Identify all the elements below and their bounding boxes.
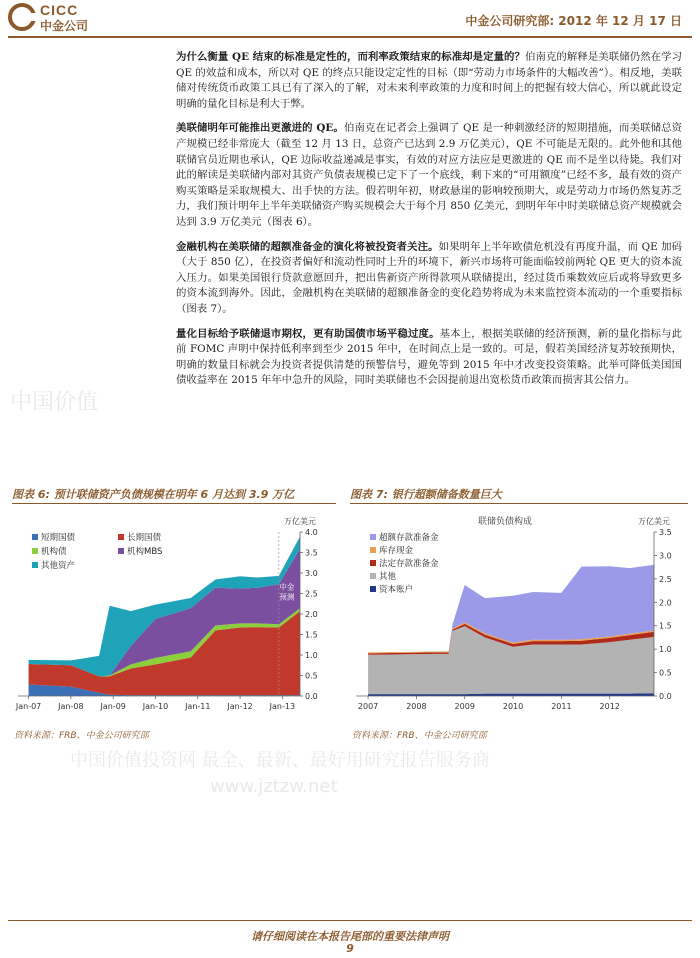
- legend-swatch: [370, 534, 376, 540]
- legend-label: 短期国债: [41, 533, 76, 543]
- legend-swatch: [370, 560, 376, 566]
- footer-divider: [8, 920, 692, 921]
- y-tick-label: 1.5: [305, 630, 318, 640]
- body-text: [176, 50, 682, 398]
- legend-swatch: [118, 534, 124, 540]
- logo-cn: 中金公司: [40, 19, 89, 33]
- legend-swatch: [370, 573, 376, 579]
- y-tick-label: 0.0: [659, 692, 672, 701]
- legend-swatch: [32, 548, 38, 554]
- watermark-left: 中国价值: [10, 390, 99, 415]
- legend-label: 机构MBS: [127, 547, 163, 557]
- y-tick-label: 3.0: [659, 551, 672, 561]
- watermark-url: www.jztzw.net: [210, 776, 338, 797]
- paragraph: 为什么衡量 QE 结束的标准是定性的，而利率政策结束的标准却是定量的？伯南克的解释是美联储仍然在学习 QE 的效益和成本，所以对 QE 的终点只能设定定性的目标（即“劳动力市场条件的大幅改善”）。相反地，美联储对传统货币政策工具已有了深入的了解，对未来利率政策的力度和时间上的把握有较大信心，所以就此设定明确的量化目标是利大于弊。: [176, 51, 682, 110]
- paragraph: 金融机构在美联储的超额准备金的演化将被投资者关注。如果明年上半年欧债危机没有再度升温，而 QE 加码（大于 850 亿），在投资者偏好和流动性同时上升的环境下，新兴市场将可能面临较前两轮 QE 更大的资本流入压力。如果美国银行贷款意愿回升，把出售新资产所得款项从联储提出，经过货币乘数效应后或将导致更多的资本流到海外。因此，金融机构在美联储的超额准备金的变化趋势将成为未来监控资本流动的一个重要指标（图表 7）。: [176, 240, 682, 315]
- y-tick-label: 2.0: [305, 610, 318, 619]
- x-tick-label: Jan-10: [142, 702, 169, 711]
- y-tick-label: 2.5: [305, 589, 318, 599]
- figure-7-underline: [350, 503, 688, 504]
- figure-6-chart: [12, 508, 334, 720]
- page-number: 9: [346, 942, 354, 955]
- legend-label: 资本账户: [379, 585, 414, 595]
- legal-notice: 请仔细阅读在本报告尾部的重要法律声明: [251, 930, 449, 943]
- y-tick-label: 4.0: [305, 528, 318, 537]
- y-tick-label: 0.5: [659, 668, 672, 678]
- y-tick-label: 3.5: [659, 528, 672, 537]
- y-tick-label: 3.5: [305, 548, 318, 558]
- report-date: 中金公司研究部: 2012 年 12 月 17 日: [465, 14, 682, 28]
- logo-en: CICC: [40, 2, 79, 18]
- y-tick-label: 1.0: [305, 651, 318, 660]
- page-header: [0, 0, 700, 36]
- x-tick-label: 2011: [551, 702, 572, 711]
- cicc-logo-icon: [8, 3, 36, 31]
- legend-label: 超额存款准备金: [379, 533, 439, 543]
- x-tick-label: 2012: [599, 702, 620, 711]
- x-tick-label: Jan-11: [185, 702, 211, 711]
- x-tick-label: 2008: [406, 702, 427, 711]
- x-tick-label: 2009: [454, 702, 475, 711]
- y-tick-label: 2.0: [659, 598, 672, 608]
- x-tick-label: Jan-09: [100, 702, 126, 711]
- x-tick-label: 2010: [502, 702, 524, 711]
- y-unit-label: 万亿美元: [638, 517, 670, 526]
- figure-6-underline: [12, 503, 336, 504]
- legend-label: 法定存款准备金: [379, 559, 439, 569]
- y-unit-label: 万亿美元: [284, 517, 316, 526]
- x-tick-label: Jan-07: [15, 702, 42, 711]
- legend-swatch: [370, 586, 376, 592]
- header-divider: [8, 36, 692, 38]
- legend-label: 长期国债: [127, 533, 162, 543]
- y-tick-label: 2.5: [659, 574, 672, 584]
- figure-7-chart: [350, 508, 688, 720]
- legend-swatch: [32, 562, 38, 568]
- figure-7-source: 资料来源：FRB、中金公司研究部: [352, 731, 487, 741]
- legend-label: 机构债: [41, 547, 67, 557]
- legend-label: 库存现金: [379, 546, 414, 556]
- legend-label: 其他资产: [41, 561, 76, 571]
- figure-7-title: 图表 7: 银行超额储备数量巨大: [350, 488, 502, 501]
- x-tick-label: Jan-13: [269, 702, 296, 711]
- legend-swatch: [370, 547, 376, 553]
- paragraph: 美联储明年可能推出更激进的 QE。伯南克在记者会上强调了 QE 是一种刺激经济的短期措施，而美联储总资产规模已经非常庞大（截至 12 月 13 日，总资产已达到 2.9 万亿美元），QE 不可能是无限的。此外他和其他联储官员近期也承认，QE 边际收益递减是事实，有效的对应方法应是更激进的 QE 而不是坐以待毙。我们对此的解读是美联储内部对其资产负债表规模已定下了一个底线，剩下来的“可用额度”已经不多，最有效的资产购买策略是采取规模大、出手快的方法。假若明年初，财政悬崖的影响较预期大，或是劳动力市场仍然复苏乏力，我们预计明年上半年美联储资产购买规模会大于每个月 850 亿美元，到明年年中时美联储总资产规模就会达到 3.9 万亿美元（图表 6）。: [176, 122, 682, 228]
- x-tick-label: Jan-08: [58, 702, 84, 711]
- y-tick-label: 0.0: [305, 692, 318, 701]
- y-tick-label: 1.0: [659, 645, 672, 655]
- legend-swatch: [118, 548, 124, 554]
- forecast-label-1: 中金: [279, 582, 295, 592]
- legend-swatch: [32, 534, 38, 540]
- x-tick-label: Jan-12: [227, 702, 253, 711]
- figure-6-title: 图表 6: 预计联储资产负债规模在明年 6 月达到 3.9 万亿: [12, 488, 295, 501]
- y-tick-label: 1.5: [659, 621, 672, 631]
- y-tick-label: 3.0: [305, 569, 318, 578]
- chart-title: 联储负债构成: [477, 517, 533, 527]
- x-tick-label: 2007: [357, 702, 379, 711]
- watermark-main: 中国价值投资网 最全、最新、最好用研究报告服务商: [70, 750, 490, 771]
- paragraph: 量化目标给予联储退市期权，更有助国债市场平稳过度。基本上，根据美联储的经济预测，新的量化指标与此前 FOMC 声明中保持低利率到至少 2015 年中，在时间点上是一致的。可是，假若美国经济复苏较预期快，明确的数量目标就会为投资者提供清楚的预警信号，避免等到 2015 年中才改变投资策略。此举可降低美国国债收益率在 2015 年年中急升的风险，同时美联储也不会因提前退出宽松货币政策而损害其公信力。: [176, 327, 683, 387]
- legend-label: 其他: [379, 572, 397, 582]
- forecast-label-2: 预测: [279, 592, 295, 602]
- figure-6-source: 资料来源：FRB、中金公司研究部: [14, 731, 149, 741]
- y-tick-label: 0.5: [305, 671, 318, 681]
